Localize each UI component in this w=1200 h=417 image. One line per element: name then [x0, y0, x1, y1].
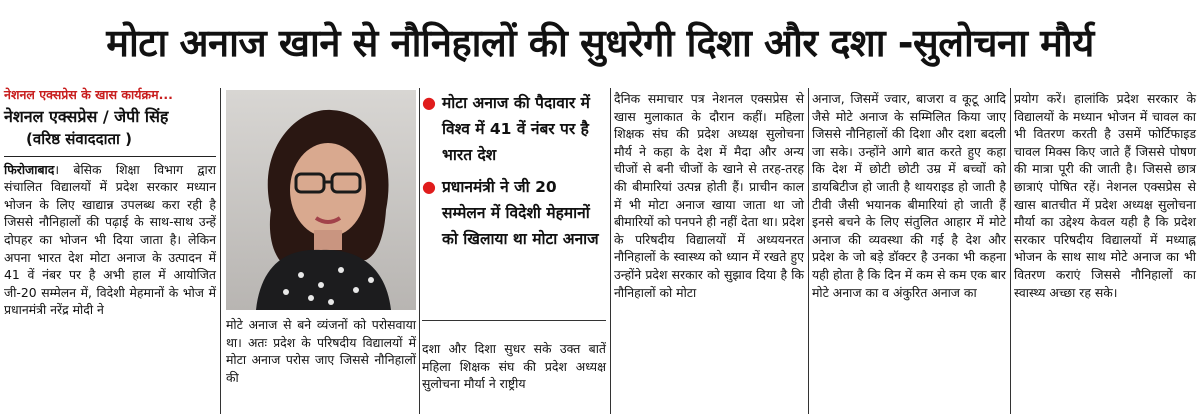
dateline: फिरोजाबाद [4, 161, 55, 177]
column-divider [220, 88, 221, 414]
portrait-photo [226, 90, 416, 310]
reporter-role: (वरिष्ठ संवाददाता ) [26, 129, 132, 148]
highlights-box [422, 90, 602, 252]
column-1-body: । बेसिक शिक्षा विभाग द्वारा संचालित विद्यालयों में प्रदेश सरकार मध्यान भोजन के लिए खाद्यान्न उपलब्ध करा रही है जिससे नौनिहालों की पढ़ाई के साथ-साथ उन्हें दोपहर का भोजन भी दिया जाता है। लेकिन अपना भारत देश मोटा अनाज के उत्पादन में 41 वें नंबर पर है अभी हाल में आयोजित जी-20 सम्मेलन में, विदेशी मेहमानों के भोज में प्रधानमंत्री नरेंद्र मोदी ने [4, 161, 216, 318]
headline: मोटा अनाज खाने से नौनिहालों की सुधरेगी दिशा और दशा -सुलोचना मौर्य [106, 21, 1094, 65]
bullet-icon: ● [422, 177, 436, 196]
portrait-image [226, 90, 416, 310]
column-5-text: अनाज, जिसमें ज्वार, बाजरा व कूटू आदि जैसे मोटे अनाज के सम्मिलित किया जाए जिससे नौनिहालों की दिशा और दशा बदली जा सके। उन्होंने आगे बात करते हुए कहा कि देश में छोटी छोटी उम्र में बच्चों को डायबिटीज हो जाती है थायराइड हो जाती है टीवी जैसी भयानक बीमारियां हो जाती हैं इनसे बचने के लिए संतुलित आहार में मोटे अनाज की व्यवस्था की गई है देश और प्रदेश के जो बड़े डॉक्टर है उनका भी कहना यही होता है कि दिन में कम से कम एक बार मोटे अनाज का व अंकुरित अनाज का [812, 91, 1006, 300]
column-1-text [4, 161, 216, 319]
kicker: नेशनल एक्सप्रेस के खास कार्यक्रम... [4, 87, 173, 102]
column-2-text: मोटे अनाज से बने व्यंजनों को परोसवाया था। अतः प्रदेश के परिषदीय विद्यालयों में मोटा अनाज परोस जाए जिससे नौनिहालों की [226, 317, 416, 385]
highlight-text: मोटा अनाज की पैदावार में विश्व में 41 वें नंबर पर है भारत देश [441, 94, 590, 164]
column-6-text: प्रयोग करें। हालांकि प्रदेश सरकार के विद्यालयों के मध्यान भोजन में चावल का भी वितरण करती है उसमें फोर्टिफाइड चावल मिक्स किए जाते हैं जिससे पोषण की मात्रा पूरी की जाती है। जिससे छात्र छात्राएं पोषित रहें। नेशनल एक्सप्रेस से खास बातचीत में प्रदेश अध्यक्ष सुलोचना मौर्या का उद्देश्य केवल यही है कि प्रदेश सरकार परिषदीय विद्यालयों में मध्याह्न भोजन के साथ साथ मोटे अनाज का भी वितरण कराएं जिससे नौनिहालों का स्वास्थ्य अच्छा रह सके। [1014, 91, 1196, 300]
byline: नेशनल एक्सप्रेस / जेपी सिंह [4, 106, 169, 126]
column-divider [1010, 88, 1011, 414]
highlight-item [422, 174, 602, 252]
highlight-text: प्रधानमंत्री ने जी 20 सम्मेलन में विदेशी मेहमानों को खिलाया था मोटा अनाज [441, 178, 599, 248]
highlight-item [422, 90, 602, 168]
column-3-text: दशा और दिशा सुधर सके उक्त बातें महिला शिक्षक संघ की प्रदेश अध्यक्ष सुलोचना मौर्या ने राष्ट्रीय [422, 341, 606, 392]
column-divider [610, 88, 611, 414]
column-divider [808, 88, 809, 414]
column-4-text: दैनिक समाचार पत्र नेशनल एक्सप्रेस से खास मुलाकात के दौरान कहीं। महिला शिक्षक संघ की प्रदेश अध्यक्ष सुलोचना मौर्य ने कहा के देश में मैदा और अन्य चीजों से बनी चीजों के खाने से तरह-तरह की बीमारियां उत्पन्न होती हैं। प्राचीन काल में भी मोटा अनाज खाया जाता था जो बीमारियों को पनपने ही नहीं देता था। प्रदेश के परिषदीय विद्यालयों में अध्ययनरत नौनिहालों के स्वास्थ्य को ध्यान में रखते हुए उन्होंने प्रदेश सरकार को सुझाव दिया है कि नौनिहालों को मोटा [614, 91, 804, 300]
bullet-icon: ● [422, 93, 436, 112]
byline-rule [4, 156, 216, 157]
column-divider [419, 88, 420, 414]
highlights-rule [422, 320, 606, 321]
column-1 [4, 86, 216, 319]
